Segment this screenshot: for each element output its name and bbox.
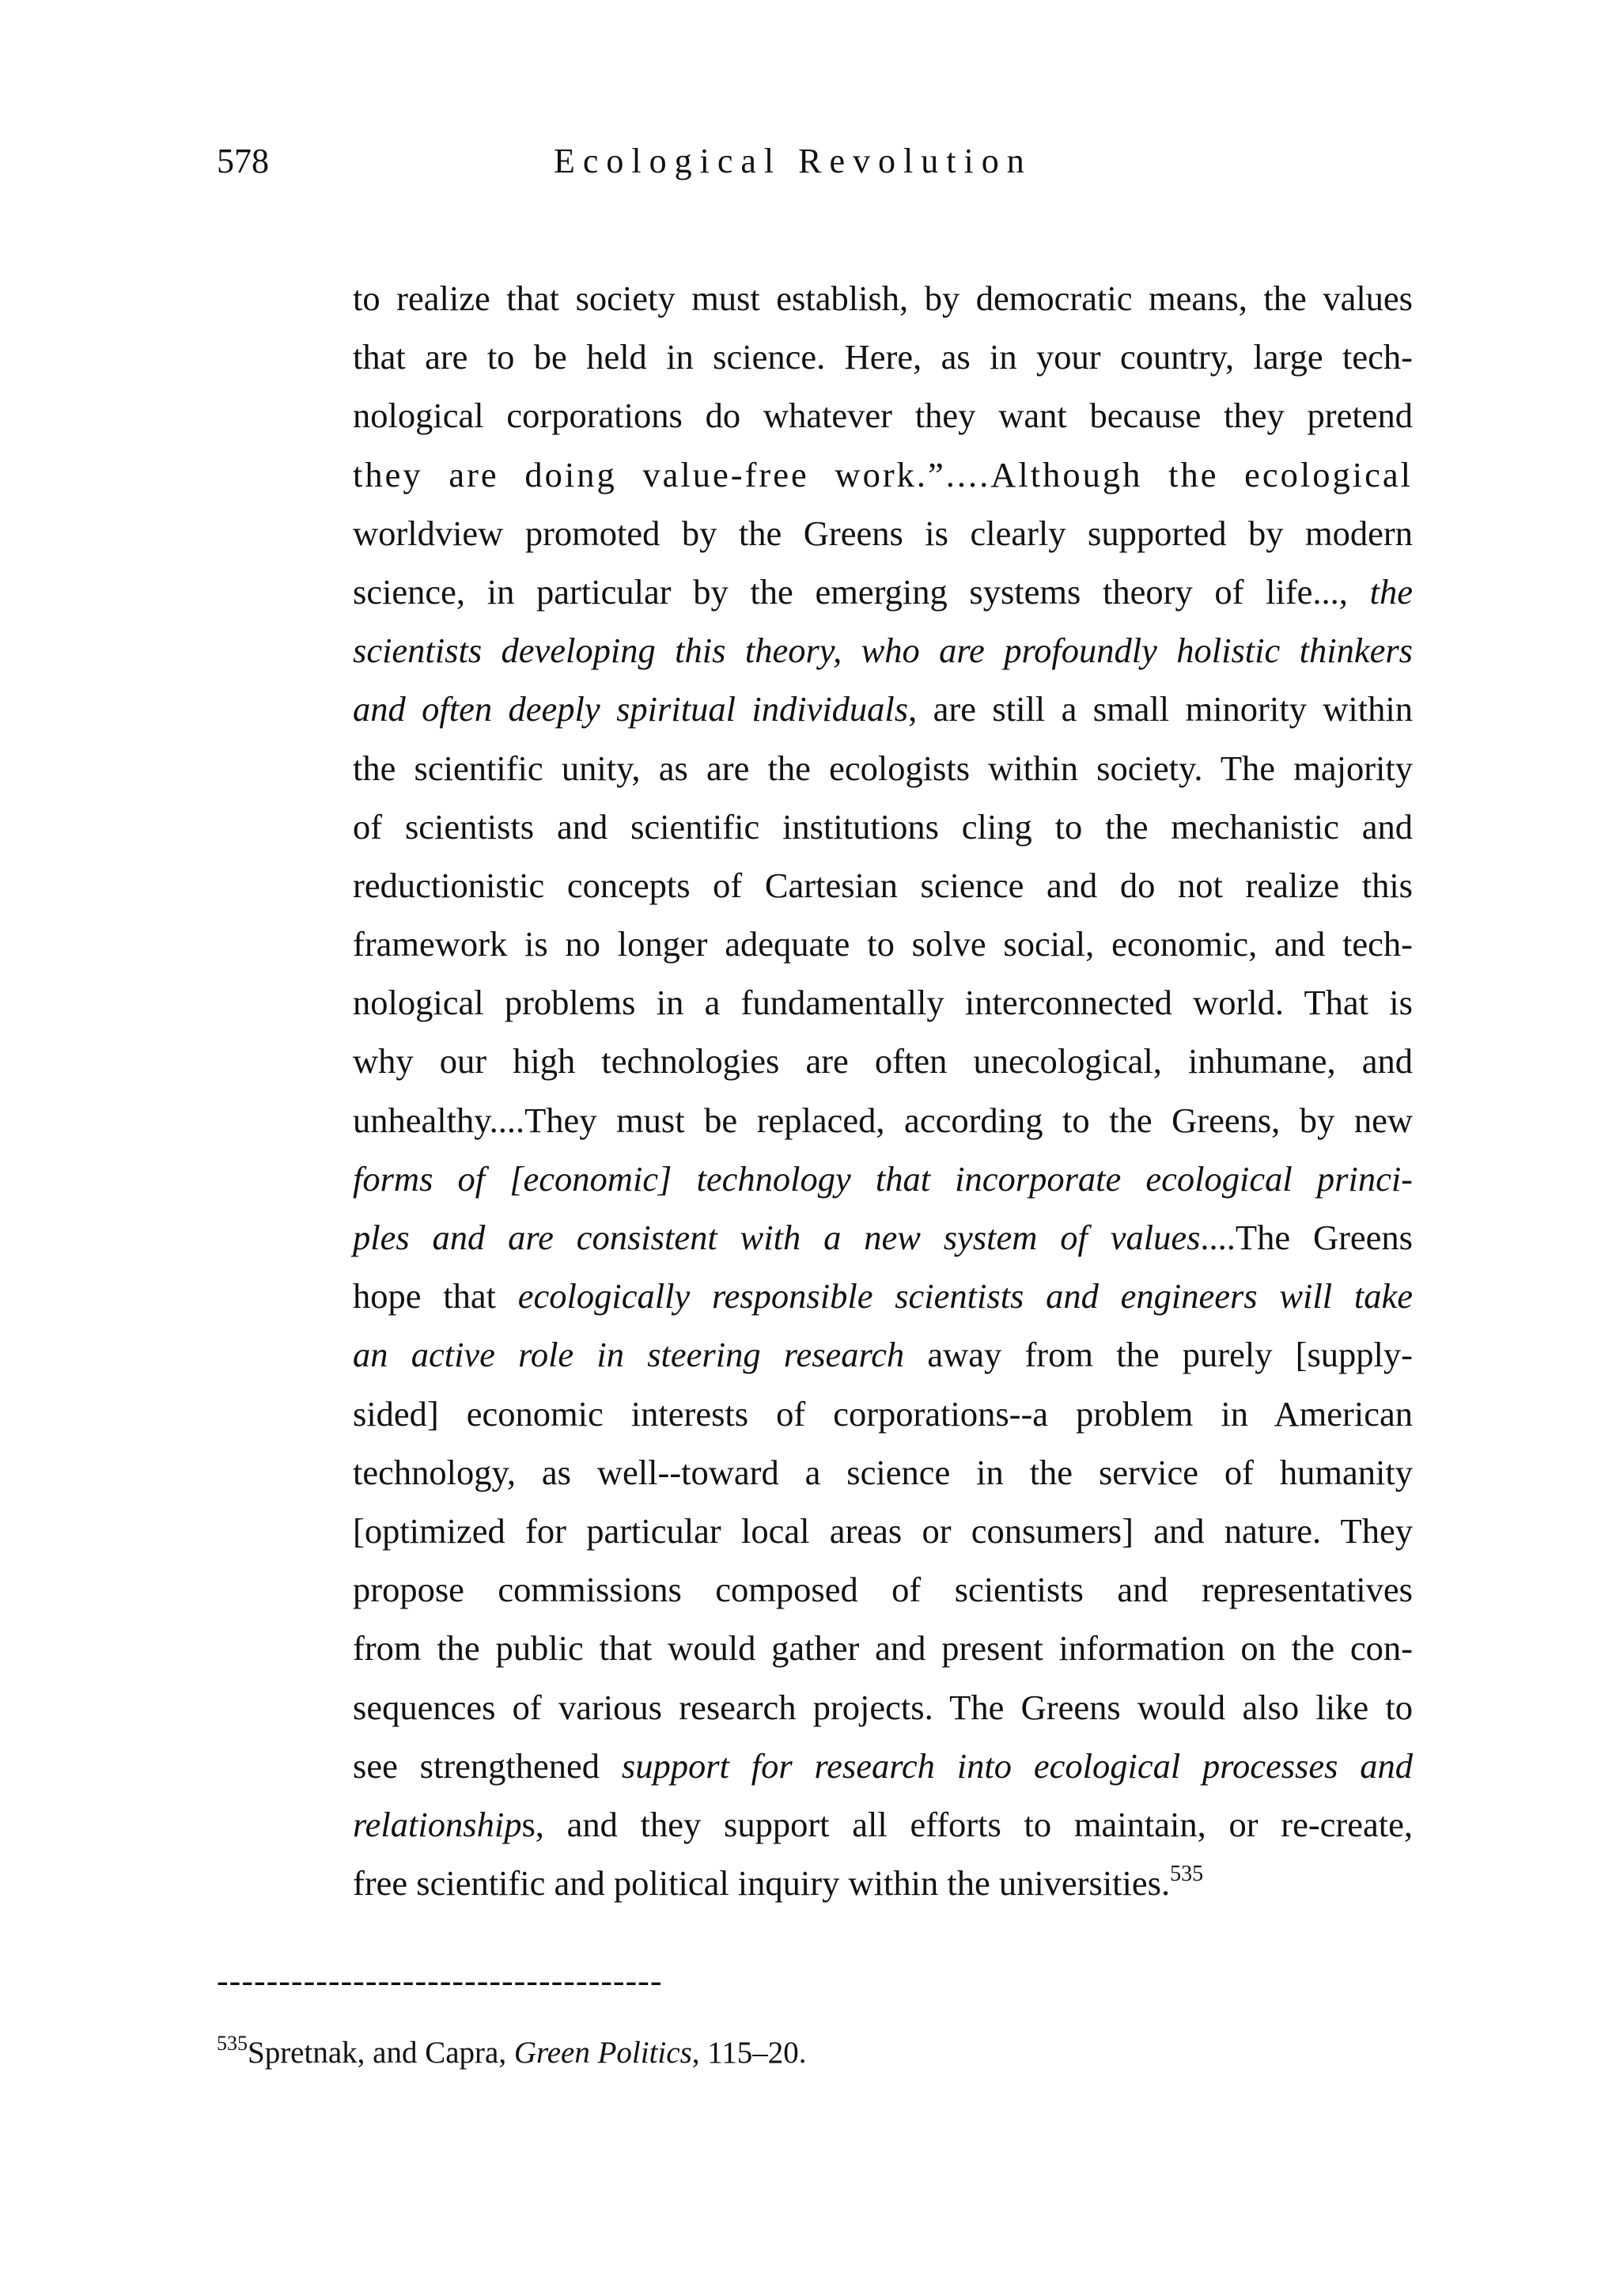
text-segment: to realize that society must establish, by democratic means, the values xyxy=(353,278,1413,318)
text-segment: , are still a small minority within xyxy=(908,689,1413,729)
text-line xyxy=(353,1854,1413,1912)
text-line xyxy=(353,1737,1413,1795)
italic-text: an active role in steering research xyxy=(353,1335,905,1375)
text-segment: ....The Greens xyxy=(1200,1218,1413,1257)
text-line xyxy=(353,1619,1413,1677)
text-line xyxy=(353,386,1413,445)
text-line xyxy=(353,1795,1413,1854)
text-line xyxy=(353,1443,1413,1502)
italic-text: ples and are consistent with a new system of values xyxy=(353,1218,1201,1257)
text-segment: why our high technologies are often unecological, inhumane, and xyxy=(353,1041,1413,1082)
running-header xyxy=(0,141,1620,188)
text-line xyxy=(353,798,1413,856)
text-line xyxy=(353,621,1413,680)
text-line xyxy=(353,269,1413,328)
text-line xyxy=(353,1091,1413,1150)
footnote-separator: ------------------------------------ xyxy=(217,1961,663,2000)
text-line xyxy=(353,1385,1413,1443)
text-segment: technology, as well--toward a science in the service of humanity xyxy=(353,1452,1413,1492)
text-line xyxy=(353,1678,1413,1737)
text-segment: that are to be held in science. Here, as in your country, large tech- xyxy=(353,337,1413,377)
text-segment: away from the purely [supply- xyxy=(904,1335,1413,1375)
italic-text: ecologically responsible scientists and engineers will take xyxy=(517,1276,1414,1317)
text-segment: see strengthened xyxy=(353,1745,622,1786)
footnote-reference: 535 xyxy=(1170,1862,1204,1887)
text-segment: nological corporations do whatever they want because they pretend xyxy=(353,396,1413,436)
text-line xyxy=(353,915,1413,973)
page-number: 578 xyxy=(217,142,269,180)
text-line xyxy=(353,1032,1413,1090)
text-line xyxy=(353,1502,1413,1560)
text-line xyxy=(353,563,1413,621)
text-line xyxy=(353,1150,1413,1208)
text-segment: nological problems in a fundamentally interconnected world. That is xyxy=(353,983,1413,1023)
text-segment: they are doing value-free work.”....Although the ecological xyxy=(353,454,1413,494)
italic-text: support for research into ecological processes and xyxy=(621,1745,1414,1786)
text-segment: reductionistic concepts of Cartesian science and do not realize this xyxy=(353,865,1413,905)
text-segment: of scientists and scientific institutions cling to the mechanistic and xyxy=(353,806,1413,847)
text-segment: from the public that would gather and present information on the con- xyxy=(353,1628,1413,1669)
text-line xyxy=(353,1325,1413,1384)
text-line xyxy=(353,973,1413,1032)
text-segment: the scientific unity, as are the ecologists within society. The majority xyxy=(353,748,1413,788)
text-line xyxy=(353,1208,1413,1267)
text-segment: sided] economic interests of corporations--a problem in American xyxy=(353,1393,1413,1434)
text-line xyxy=(353,856,1413,915)
text-line xyxy=(353,739,1413,798)
text-segment: hope that xyxy=(353,1276,518,1317)
text-line xyxy=(353,1560,1413,1619)
text-segment: [optimized for particular local areas or consumers] and nature. They xyxy=(353,1510,1413,1551)
italic-text: the xyxy=(1369,571,1413,612)
text-line xyxy=(353,445,1413,504)
text-segment: propose commissions composed of scientists and representatives xyxy=(353,1570,1413,1610)
text-segment: unhealthy....They must be replaced, according to the Greens, by new xyxy=(353,1100,1413,1140)
text-segment: free scientific and political inquiry within the universities. xyxy=(353,1863,1171,1904)
text-segment: science, in particular by the emerging systems theory of life..., xyxy=(353,571,1370,612)
footnote-prefix: Spretnak, and Capra, xyxy=(248,2036,514,2070)
running-title: Ecological Revolution xyxy=(554,142,1032,180)
text-segment: worldview promoted by the Greens is clearly supported by modern xyxy=(353,513,1413,553)
footnote xyxy=(217,2032,807,2071)
body-paragraph xyxy=(353,269,1413,1912)
footnote-marker: 535 xyxy=(217,2032,248,2055)
footnote-title: Green Politics xyxy=(513,2036,692,2070)
text-segment: sequences of various research projects. The Greens would also like to xyxy=(353,1687,1413,1727)
italic-text: relationship xyxy=(353,1804,522,1844)
text-segment: framework is no longer adequate to solve social, economic, and tech- xyxy=(353,924,1413,964)
footnote-suffix: , 115–20. xyxy=(691,2036,807,2070)
text-segment: s, and they support all efforts to maintain, or re-create, xyxy=(521,1804,1413,1844)
text-line xyxy=(353,1267,1413,1325)
italic-text: forms of [economic] technology that incorporate ecological princi- xyxy=(353,1158,1413,1199)
text-line xyxy=(353,504,1413,563)
text-line xyxy=(353,680,1413,738)
italic-text: scientists developing this theory, who are profoundly holistic thinkers xyxy=(353,631,1413,671)
text-line xyxy=(353,328,1413,386)
italic-text: and often deeply spiritual individuals xyxy=(353,689,909,729)
